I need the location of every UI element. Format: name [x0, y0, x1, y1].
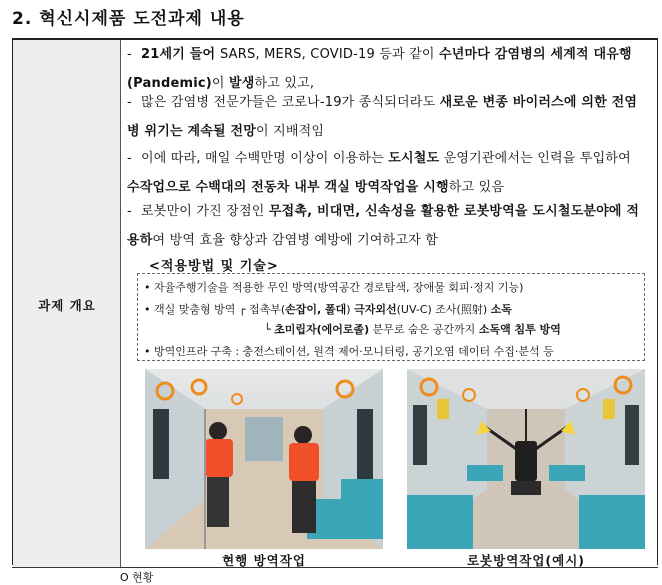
bullet-item	[127, 88, 647, 146]
bullet-text-bold: 도시철도	[388, 151, 440, 166]
bullet-text: 많은 감염병 전문가들은 코로나-19가 종식되더라도	[141, 95, 440, 110]
table-row-divider	[12, 567, 658, 568]
method-text: )	[346, 303, 355, 316]
photo-row	[145, 369, 655, 549]
robot-disinfection-photo	[407, 369, 645, 549]
bullet-text-bold: 무접촉, 비대면, 신속성을 활용한 로봇방역을 도시철도분야에 적용하	[127, 204, 640, 248]
bullet-text: 하고 있음	[448, 180, 505, 195]
bullet-text: 이에 따라, 매일 수백만명 이상이 이용하는	[141, 151, 389, 166]
next-row-text: O 현황	[120, 571, 154, 584]
bullet-dash: -	[127, 95, 132, 110]
bullet-text: 운영기관에서는 인력을 투입하여	[439, 151, 631, 166]
method-text-bold: 초미립자(에어로졸)	[274, 323, 370, 336]
bullet-item	[127, 144, 647, 202]
bullet-text: 이	[211, 76, 230, 91]
row-label-cell	[13, 40, 121, 567]
photo-caption-robot: 로봇방역작업(예시)	[466, 553, 586, 568]
bullet-text: 하고 있고,	[254, 76, 315, 91]
bullet-text: 여 방역 효율 향상과 감염병 예방에 기여하고자 함	[152, 233, 439, 248]
bullet-dash: -	[127, 47, 132, 62]
section-heading: 2. 혁신시제품 도전과제 내용	[12, 9, 245, 29]
photo-caption-current: 현행 방역작업	[222, 553, 306, 568]
methods-box	[137, 273, 645, 361]
method-text-bold: 소독액 침투 방역	[478, 323, 561, 336]
bullet-text-bold: 수작업으로 수백대의 전동차 내부 객실 방역작업을 시행	[127, 180, 449, 195]
method-row: • 자율주행기술을 적용한 무인 방역(방역공간 경로탐색, 장애물 회피·정지 기능)	[144, 281, 524, 294]
method-text-bold: 손잡이, 폴대	[285, 303, 347, 316]
bullet-text: 로봇만이 가진 장점인	[141, 204, 269, 219]
bullet-text-bold: 새로운 변종 바이러스에 의한 전염병 위기는 계속될 전망	[127, 95, 638, 139]
method-row	[144, 301, 512, 317]
bullet-dash: -	[127, 204, 132, 219]
bullet-text: SARS, MERS, COVID-19 등과 같이	[219, 47, 439, 62]
method-row	[264, 321, 561, 337]
current-disinfection-photo	[145, 369, 383, 549]
bullet-item	[127, 197, 647, 255]
row-label: 과제 개요	[38, 298, 96, 313]
overview-table	[12, 38, 658, 568]
bullet-text: 이 지배적임	[256, 124, 325, 139]
methods-title: <적용방법 및 기술>	[149, 259, 279, 274]
bullet-dash: -	[127, 151, 132, 166]
bullet-text-bold: 수년마다 감염병의 세계적 대유행(Pandemic)	[127, 47, 632, 91]
method-text-bold: 극자외선	[354, 303, 397, 316]
bullet-text-bold: 발생	[229, 76, 255, 91]
method-text: • 객실 맞춤형 방역 ┌ 접촉부(	[144, 303, 286, 316]
method-text: └	[264, 323, 275, 336]
method-text: (UV-C) 조사(照射)	[396, 303, 491, 316]
method-row: • 방역인프라 구축 : 충전스테이션, 원격 제어·모니터링, 공기오염 데이터 수집·분석 등	[144, 345, 554, 358]
method-text-bold: 소독	[490, 303, 512, 316]
bullet-text-bold: 21세기 들어	[141, 47, 220, 62]
method-text: 분무로 숨은 공간까지	[369, 323, 479, 336]
